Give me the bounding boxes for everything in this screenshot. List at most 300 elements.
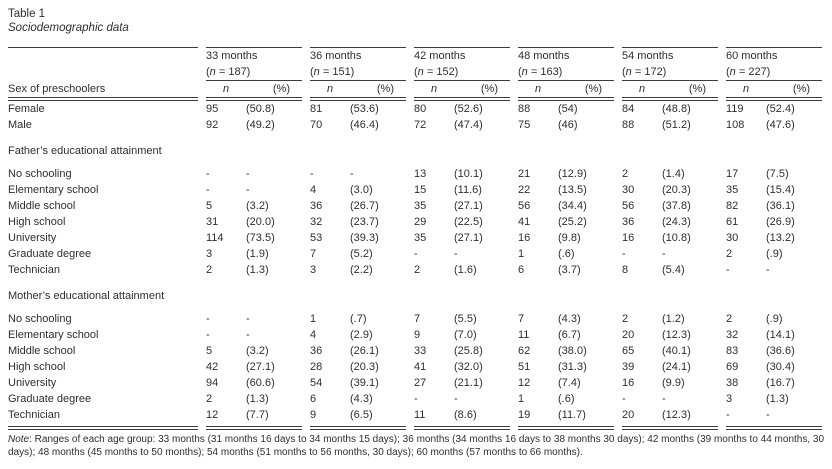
cell-n: 119 xyxy=(726,103,744,115)
cell-n: 11 xyxy=(518,329,530,341)
column-gap xyxy=(406,117,414,133)
note-text: : Ranges of each age group: 33 months (31 months 16 days to 34 months 15 days); 36 months (34 months 16 days to 38 months 30 days); 42 months (39 months to 44 months, 30 days); 48 months (45 months to 50 months); 54 months (51 months to 56 months, 30 days); 60 months (57 months to 66 months). xyxy=(8,434,825,458)
cell-n: 9 xyxy=(310,407,350,428)
table-row xyxy=(8,327,822,343)
cell-percent: (15.4) xyxy=(766,184,795,196)
cell-n: 30 xyxy=(622,184,635,196)
column-gap xyxy=(198,48,206,81)
age-group-label: 60 months xyxy=(726,50,778,62)
column-gap xyxy=(510,311,518,327)
column-gap xyxy=(302,214,310,230)
row-label: Graduate degree xyxy=(8,248,92,260)
row-label: High school xyxy=(8,361,66,373)
cell-percent: (23.7) xyxy=(350,216,379,228)
cell-percent: (2.9) xyxy=(350,329,373,341)
row-header-label: Sex of preschoolers xyxy=(8,81,198,100)
cell-percent: (10.1) xyxy=(454,168,483,180)
table-row xyxy=(8,407,822,428)
age-group-header xyxy=(206,48,302,81)
table-row xyxy=(8,246,822,262)
column-gap xyxy=(198,246,206,262)
column-gap xyxy=(302,375,310,391)
table-body xyxy=(8,99,822,428)
column-gap xyxy=(614,230,622,246)
column-gap xyxy=(406,198,414,214)
cell-n: - xyxy=(726,407,766,428)
cell-percent: (13.5) xyxy=(558,184,587,196)
cell-percent: (10.8) xyxy=(662,232,691,244)
column-gap xyxy=(406,99,414,117)
column-gap xyxy=(718,359,726,375)
row-label: Elementary school xyxy=(8,329,99,341)
cell-percent: (7.7) xyxy=(246,407,302,428)
column-gap xyxy=(510,198,518,214)
cell-n: 2 xyxy=(622,168,629,180)
cell-n: 4 xyxy=(310,184,317,196)
column-gap xyxy=(510,99,518,117)
cell-n: 33 xyxy=(414,345,427,357)
cell-n: - xyxy=(414,393,418,405)
cell-percent: (54) xyxy=(558,103,578,115)
cell-percent: (1.3) xyxy=(246,264,269,276)
cell-percent: (47.6) xyxy=(766,119,795,131)
cell-percent: (9.9) xyxy=(662,377,685,389)
cell-n: 61 xyxy=(726,216,739,228)
cell-percent: (53.6) xyxy=(350,103,379,115)
cell-percent: (5.4) xyxy=(662,264,685,276)
cell-percent: (27.1) xyxy=(454,200,483,212)
column-gap xyxy=(510,117,518,133)
cell-n: 95 xyxy=(206,103,219,115)
column-gap xyxy=(510,166,518,182)
cell-n: 72 xyxy=(414,119,427,131)
column-gap xyxy=(510,359,518,375)
cell-n: 1 xyxy=(518,393,525,405)
age-group-label: 33 months xyxy=(206,50,258,62)
column-gap xyxy=(510,230,518,246)
cell-percent: (49.2) xyxy=(246,119,275,131)
cell-n: 31 xyxy=(206,216,219,228)
cell-percent: (14.1) xyxy=(766,329,795,341)
column-gap xyxy=(718,182,726,198)
n-symbol: n xyxy=(417,66,424,78)
cell-n: 108 xyxy=(726,119,745,131)
cell-percent: (27.1) xyxy=(246,361,275,373)
cell-percent: (46) xyxy=(558,119,578,131)
cell-n: 3 xyxy=(206,248,213,260)
column-gap xyxy=(510,214,518,230)
age-group-header xyxy=(310,48,406,81)
cell-percent: (26.9) xyxy=(766,216,795,228)
cell-percent: (11.6) xyxy=(454,184,482,196)
column-gap xyxy=(718,391,726,407)
subheader-n xyxy=(310,81,350,100)
cell-percent: (60.6) xyxy=(246,377,275,389)
column-gap xyxy=(406,327,414,343)
column-gap xyxy=(302,262,310,278)
cell-percent: (27.1) xyxy=(454,232,483,244)
column-gap xyxy=(198,198,206,214)
cell-n: 36 xyxy=(310,345,323,357)
cell-n: 30 xyxy=(726,232,739,244)
column-gap xyxy=(198,81,206,100)
row-label: Technician xyxy=(8,264,60,276)
column-gap xyxy=(614,81,622,100)
cell-n: 5 xyxy=(206,345,213,357)
cell-n: 7 xyxy=(414,313,421,325)
cell-percent: (36.6) xyxy=(766,345,795,357)
cell-percent: (52.6) xyxy=(454,103,483,115)
column-gap xyxy=(510,182,518,198)
cell-percent: (26.1) xyxy=(350,345,379,357)
cell-percent: (3.2) xyxy=(246,200,269,212)
cell-percent: (.6) xyxy=(558,393,575,405)
table-row xyxy=(8,166,822,182)
cell-n: 29 xyxy=(414,216,427,228)
cell-percent: (5.5) xyxy=(454,313,477,325)
cell-percent: (12.9) xyxy=(558,168,587,180)
cell-n: - xyxy=(310,168,314,180)
cell-n: 84 xyxy=(622,103,635,115)
subheader-n xyxy=(518,81,558,100)
column-gap xyxy=(718,407,726,428)
cell-n: 32 xyxy=(310,216,323,228)
cell-percent: (7.5) xyxy=(766,168,789,180)
cell-percent: - xyxy=(662,248,666,260)
n-symbol: n xyxy=(742,83,750,95)
cell-percent: (73.5) xyxy=(246,232,275,244)
subheader-percent: (%) xyxy=(766,81,822,100)
column-gap xyxy=(510,81,518,100)
cell-percent: (6.7) xyxy=(558,329,581,341)
n-symbol: n xyxy=(521,66,528,78)
table-row xyxy=(8,117,822,133)
table-row xyxy=(8,343,822,359)
column-gap xyxy=(198,99,206,117)
cell-n: 88 xyxy=(518,103,531,115)
column-gap xyxy=(198,375,206,391)
column-gap xyxy=(302,81,310,100)
column-gap xyxy=(718,117,726,133)
column-gap xyxy=(614,343,622,359)
column-gap xyxy=(614,198,622,214)
cell-percent: (9.8) xyxy=(558,232,581,244)
cell-percent: (8.6) xyxy=(454,407,510,428)
cell-n: 70 xyxy=(310,119,323,131)
table-row xyxy=(8,311,822,327)
column-gap xyxy=(406,182,414,198)
subheader-percent: (%) xyxy=(558,81,614,100)
cell-percent: (.7) xyxy=(350,313,367,325)
cell-n: 56 xyxy=(518,200,531,212)
row-label: Male xyxy=(8,119,32,131)
cell-percent: (25.2) xyxy=(558,216,587,228)
cell-n: 41 xyxy=(518,216,531,228)
cell-percent: (11.7) xyxy=(558,407,614,428)
cell-percent: (1.3) xyxy=(246,393,269,405)
column-gap xyxy=(718,166,726,182)
column-gap xyxy=(406,81,414,100)
cell-n: 114 xyxy=(206,232,224,244)
cell-n: 32 xyxy=(726,329,739,341)
note-label: Note xyxy=(8,434,30,445)
column-gap xyxy=(718,262,726,278)
cell-percent: (16.7) xyxy=(766,377,795,389)
cell-percent: (50.8) xyxy=(246,103,275,115)
table-number: Table 1 xyxy=(8,8,46,20)
row-label: Technician xyxy=(8,407,198,428)
cell-n: 35 xyxy=(726,184,739,196)
n-symbol: n xyxy=(222,83,230,95)
cell-percent: (.9) xyxy=(766,248,783,260)
column-gap xyxy=(510,246,518,262)
cell-n: 20 xyxy=(622,329,635,341)
column-gap xyxy=(406,391,414,407)
cell-percent: - xyxy=(246,329,250,341)
cell-percent: (21.1) xyxy=(454,377,483,389)
cell-n: - xyxy=(622,393,626,405)
column-gap xyxy=(510,48,518,81)
cell-percent: (37.8) xyxy=(662,200,691,212)
cell-n: 16 xyxy=(622,232,635,244)
cell-n: - xyxy=(206,184,210,196)
cell-percent: - xyxy=(662,393,666,405)
n-symbol: n xyxy=(729,66,736,78)
column-gap xyxy=(406,311,414,327)
cell-n: 2 xyxy=(206,393,213,405)
age-group-n: (n = 163) xyxy=(518,66,563,78)
column-gap xyxy=(614,327,622,343)
table-row xyxy=(8,262,822,278)
cell-percent: (2.2) xyxy=(350,264,373,276)
cell-n: 92 xyxy=(206,119,219,131)
cell-n: 16 xyxy=(518,232,531,244)
cell-n: 80 xyxy=(414,103,427,115)
cell-n: 9 xyxy=(414,329,421,341)
cell-n: 62 xyxy=(518,345,531,357)
cell-n: 42 xyxy=(206,361,219,373)
cell-n: 83 xyxy=(726,345,739,357)
age-group-label: 48 months xyxy=(518,50,570,62)
row-label: Graduate degree xyxy=(8,393,92,405)
table-row xyxy=(8,375,822,391)
cell-percent: (34.4) xyxy=(558,200,587,212)
cell-n: 41 xyxy=(414,361,427,373)
column-gap xyxy=(198,230,206,246)
column-gap xyxy=(614,246,622,262)
column-gap xyxy=(198,311,206,327)
cell-percent: - xyxy=(766,264,770,276)
cell-percent: (36.1) xyxy=(766,200,795,212)
subheader-n xyxy=(414,81,454,100)
column-gap xyxy=(510,327,518,343)
age-group-label: 42 months xyxy=(414,50,466,62)
cell-percent: - xyxy=(246,184,250,196)
column-gap xyxy=(614,311,622,327)
cell-percent: (25.8) xyxy=(454,345,483,357)
row-label: No schooling xyxy=(8,313,72,325)
column-gap xyxy=(406,343,414,359)
cell-percent: (1.9) xyxy=(246,248,269,260)
column-gap xyxy=(718,214,726,230)
column-gap xyxy=(302,230,310,246)
subheader-percent: (%) xyxy=(246,81,302,100)
cell-n: 27 xyxy=(414,377,427,389)
cell-n: 2 xyxy=(414,264,421,276)
cell-percent: (7.4) xyxy=(558,377,581,389)
table-row xyxy=(8,359,822,375)
age-group-row xyxy=(8,48,822,81)
table-row xyxy=(8,230,822,246)
column-gap xyxy=(614,407,622,428)
cell-n: 8 xyxy=(622,264,629,276)
cell-n: 2 xyxy=(622,313,629,325)
column-gap xyxy=(198,117,206,133)
cell-n: 65 xyxy=(622,345,635,357)
column-gap xyxy=(302,327,310,343)
cell-n: 15 xyxy=(414,184,427,196)
column-gap xyxy=(718,343,726,359)
cell-n: 19 xyxy=(518,407,558,428)
column-gap xyxy=(406,230,414,246)
column-gap xyxy=(718,246,726,262)
cell-percent: (4.3) xyxy=(558,313,581,325)
cell-n: - xyxy=(206,329,210,341)
age-group-n: (n = 152) xyxy=(414,66,459,78)
cell-percent: (12.3) xyxy=(662,329,691,341)
cell-n: 1 xyxy=(518,248,525,260)
table-row xyxy=(8,198,822,214)
section-header: Father’s educational attainment xyxy=(8,145,162,157)
cell-percent: (4.3) xyxy=(350,393,373,405)
cell-percent: (12.3) xyxy=(662,407,718,428)
cell-percent: (52.4) xyxy=(766,103,795,115)
cell-n: 82 xyxy=(726,200,739,212)
table-title: Sociodemographic data xyxy=(8,22,129,34)
row-label: Elementary school xyxy=(8,184,99,196)
cell-percent: (26.7) xyxy=(350,200,379,212)
cell-n: 36 xyxy=(310,200,323,212)
column-gap xyxy=(718,375,726,391)
column-gap xyxy=(302,391,310,407)
table-row xyxy=(8,214,822,230)
column-gap xyxy=(718,198,726,214)
column-gap xyxy=(406,166,414,182)
cell-n: 81 xyxy=(310,103,323,115)
column-gap xyxy=(198,391,206,407)
cell-n: 21 xyxy=(518,168,531,180)
cell-n: 69 xyxy=(726,361,739,373)
column-gap xyxy=(510,262,518,278)
age-group-n: (n = 151) xyxy=(310,66,355,78)
cell-n: 2 xyxy=(726,313,733,325)
cell-n: 3 xyxy=(310,264,317,276)
column-gap xyxy=(510,391,518,407)
row-label: University xyxy=(8,232,57,244)
table-row xyxy=(8,99,822,117)
cell-percent: (20.3) xyxy=(350,361,379,373)
row-label: University xyxy=(8,377,57,389)
cell-n: 12 xyxy=(518,377,531,389)
column-gap xyxy=(198,262,206,278)
column-gap xyxy=(718,230,726,246)
column-gap xyxy=(614,166,622,182)
cell-n: - xyxy=(622,248,626,260)
age-group-header xyxy=(622,48,718,81)
column-gap xyxy=(406,246,414,262)
column-gap xyxy=(302,311,310,327)
cell-percent: (6.5) xyxy=(350,407,406,428)
table-note xyxy=(8,434,826,459)
table-row xyxy=(8,182,822,198)
column-gap xyxy=(302,182,310,198)
n-symbol: n xyxy=(313,66,320,78)
cell-percent: (20.0) xyxy=(246,216,275,228)
age-group-n: (n = 172) xyxy=(622,66,667,78)
cell-n: 2 xyxy=(726,248,733,260)
column-gap xyxy=(198,343,206,359)
cell-percent: (20.3) xyxy=(662,184,691,196)
section-header: Mother’s educational attainment xyxy=(8,290,165,302)
cell-percent: (31.3) xyxy=(558,361,587,373)
column-gap xyxy=(198,166,206,182)
column-gap xyxy=(718,327,726,343)
cell-percent: (13.2) xyxy=(766,232,795,244)
row-label: Middle school xyxy=(8,200,76,212)
cell-percent: (1.3) xyxy=(766,393,789,405)
cell-percent: (7.0) xyxy=(454,329,477,341)
cell-percent: (47.4) xyxy=(454,119,483,131)
cell-n: 53 xyxy=(310,232,323,244)
age-group-n: (n = 227) xyxy=(726,66,771,78)
column-gap xyxy=(302,166,310,182)
subheader-percent: (%) xyxy=(662,81,718,100)
column-gap xyxy=(302,117,310,133)
column-gap xyxy=(406,262,414,278)
row-label: Female xyxy=(8,103,45,115)
cell-percent: - xyxy=(454,248,458,260)
subheader-row xyxy=(8,81,822,100)
column-gap xyxy=(614,214,622,230)
column-gap xyxy=(406,48,414,81)
cell-percent: (3.0) xyxy=(350,184,373,196)
cell-n: 20 xyxy=(622,407,662,428)
column-gap xyxy=(198,359,206,375)
cell-percent: (39.1) xyxy=(350,377,379,389)
cell-n: 39 xyxy=(622,361,635,373)
column-gap xyxy=(302,359,310,375)
cell-percent: (1.2) xyxy=(662,313,685,325)
table-row xyxy=(8,391,822,407)
column-gap xyxy=(406,214,414,230)
row-label: Middle school xyxy=(8,345,76,357)
subheader-percent: (%) xyxy=(454,81,510,100)
cell-percent: (.9) xyxy=(766,313,783,325)
column-gap xyxy=(302,246,310,262)
cell-n: - xyxy=(206,168,210,180)
age-group-header xyxy=(726,48,822,81)
cell-n: 7 xyxy=(518,313,525,325)
column-gap xyxy=(302,48,310,81)
cell-n: 1 xyxy=(310,313,317,325)
column-gap xyxy=(406,407,414,428)
cell-percent: (1.6) xyxy=(454,264,477,276)
stub-corner xyxy=(8,48,198,81)
column-gap xyxy=(406,375,414,391)
cell-n: 3 xyxy=(726,393,733,405)
column-gap xyxy=(614,359,622,375)
column-gap xyxy=(406,359,414,375)
